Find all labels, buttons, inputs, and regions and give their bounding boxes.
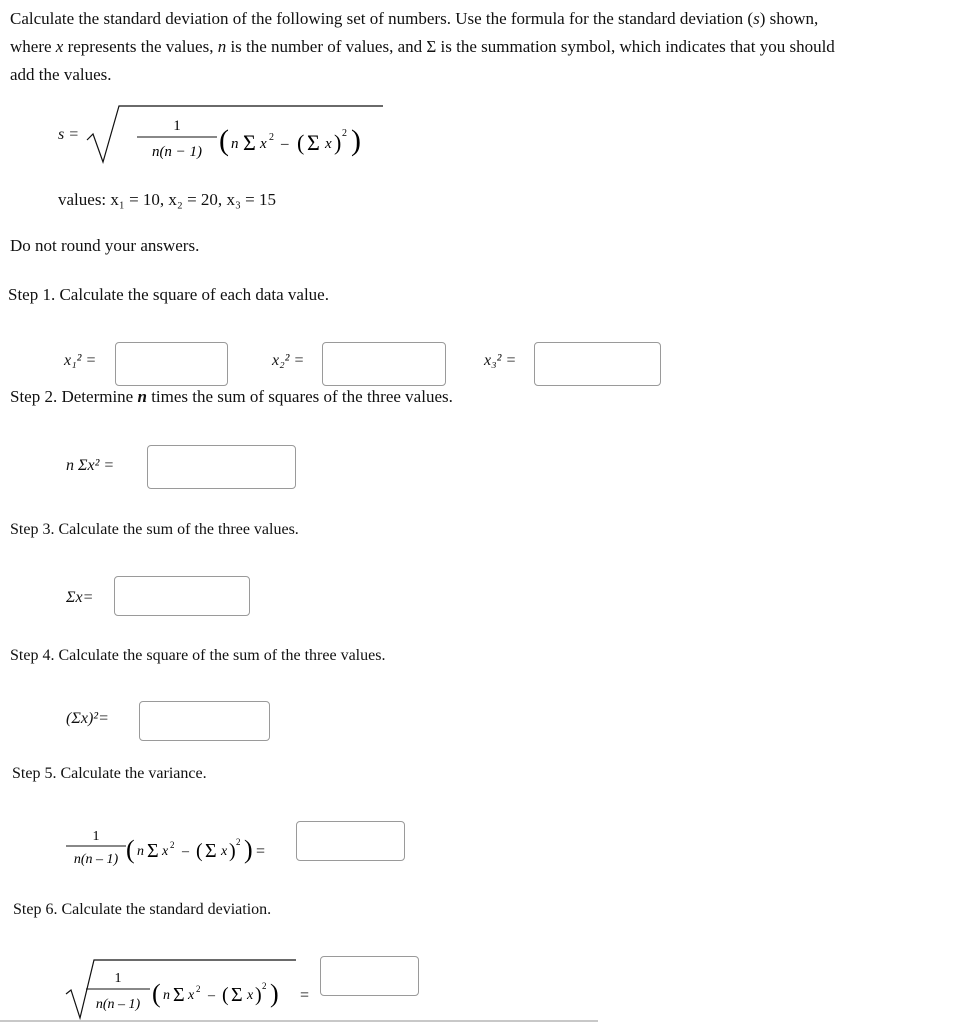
svg-text:n: n [231, 136, 239, 152]
svg-text:Σ: Σ [231, 984, 243, 1006]
svg-text:(: ( [126, 835, 135, 864]
svg-text:1: 1 [114, 971, 122, 986]
svg-text:): ) [255, 984, 262, 1006]
svg-text:(: ( [196, 840, 203, 862]
x2-squared-input[interactable] [322, 342, 446, 386]
svg-text:(: ( [297, 130, 305, 155]
intro-line2c: is the number of values, and Σ is the summation symbol, which indicates that you should [230, 37, 835, 56]
intro-line2a: where [10, 37, 52, 56]
step2-title-n: n [137, 387, 147, 406]
svg-text:): ) [351, 124, 362, 157]
svg-text:n(n – 1): n(n – 1) [73, 852, 119, 866]
step6-title: Step 6. Calculate the standard deviation. [13, 901, 272, 918]
svg-text:Σ: Σ [147, 840, 159, 862]
sum-x-input[interactable] [114, 576, 250, 616]
x1-squared-label: x₁² = [64, 352, 97, 369]
svg-text:x: x [247, 988, 254, 1003]
radical-sign [85, 104, 385, 166]
x-variable: x [55, 37, 64, 56]
svg-text:2: 2 [170, 840, 175, 850]
svg-text:2: 2 [342, 128, 348, 139]
svg-text:2: 2 [236, 837, 241, 847]
svg-text:Σ: Σ [307, 130, 320, 155]
step3-title: Step 3. Calculate the sum of the three values. [10, 521, 299, 538]
svg-text:1: 1 [92, 829, 100, 844]
svg-text:Σ: Σ [243, 130, 256, 155]
svg-text:=: = [300, 987, 310, 1004]
step4-title: Step 4. Calculate the square of the sum of the three values. [10, 647, 386, 664]
x1-squared-input[interactable] [115, 342, 228, 386]
value-x1: x₁ = 10, [110, 190, 165, 209]
step5-title: Step 5. Calculate the variance. [12, 765, 207, 782]
bottom-divider [0, 1020, 598, 1022]
intro-line2b: represents the values, [67, 37, 214, 56]
svg-text:): ) [244, 835, 253, 864]
x3-squared-input[interactable] [534, 342, 661, 386]
svg-text:Σ: Σ [205, 840, 217, 862]
n-sum-squares-label: n Σx² = [66, 457, 115, 474]
variance-input[interactable] [296, 821, 405, 861]
svg-text:Σ: Σ [173, 984, 185, 1006]
step2-title [10, 387, 453, 407]
intro-line1: Calculate the standard deviation of the following set of numbers. Use the formula for the standard deviation ( [10, 9, 754, 28]
svg-text:x: x [260, 136, 267, 152]
svg-text:–: – [208, 988, 215, 1003]
instructions-paragraph [10, 5, 950, 89]
svg-text:(: ( [152, 979, 161, 1008]
formula-lhs: s = [58, 126, 80, 143]
s-variable: s [753, 9, 760, 28]
svg-text:): ) [334, 130, 342, 155]
value-x2: x₂ = 20, [168, 190, 223, 209]
formula-denominator: n(n − 1) [151, 144, 203, 160]
svg-text:(: ( [219, 124, 230, 157]
value-x3: x₃ = 15 [226, 190, 276, 209]
sum-x-label: Σx= [66, 589, 94, 606]
formula-numerator: 1 [173, 118, 181, 134]
svg-text:n: n [137, 844, 144, 859]
svg-text:n: n [163, 988, 170, 1003]
n-variable: n [217, 37, 227, 56]
step2-title-b: times the sum of squares of the three values. [151, 387, 453, 406]
values-line [58, 190, 276, 210]
svg-text:): ) [229, 840, 236, 862]
intro-line1b: ) shown, [759, 9, 819, 28]
step1-title: Step 1. Calculate the square of each data value. [8, 285, 329, 304]
values-label: values: [58, 190, 107, 209]
svg-text:x: x [221, 844, 228, 859]
step2-title-a: Step 2. Determine [10, 387, 134, 406]
svg-text:–: – [281, 136, 289, 152]
n-sum-squares-input[interactable] [147, 445, 296, 489]
sum-x-squared-label: (Σx)²= [66, 710, 109, 727]
svg-text:2: 2 [262, 981, 267, 991]
x3-squared-label: x₃² = [484, 352, 517, 369]
no-round-note: Do not round your answers. [10, 236, 200, 255]
svg-text:x: x [188, 988, 195, 1003]
svg-text:n(n – 1): n(n – 1) [95, 997, 141, 1012]
svg-text:): ) [270, 979, 279, 1008]
svg-text:(: ( [222, 984, 229, 1006]
svg-text:–: – [182, 844, 189, 859]
intro-line3: add the values. [10, 65, 112, 84]
svg-text:2: 2 [269, 132, 275, 143]
svg-text:x: x [325, 136, 332, 152]
std-dev-formula [58, 104, 385, 168]
sum-x-squared-input[interactable] [139, 701, 270, 741]
std-dev-final-formula [64, 956, 318, 1020]
svg-text:=: = [256, 843, 266, 860]
std-dev-input[interactable] [320, 956, 419, 996]
svg-text:2: 2 [196, 984, 201, 994]
variance-formula [62, 822, 294, 866]
x2-squared-label: x₂² = [272, 352, 305, 369]
svg-text:x: x [162, 844, 169, 859]
